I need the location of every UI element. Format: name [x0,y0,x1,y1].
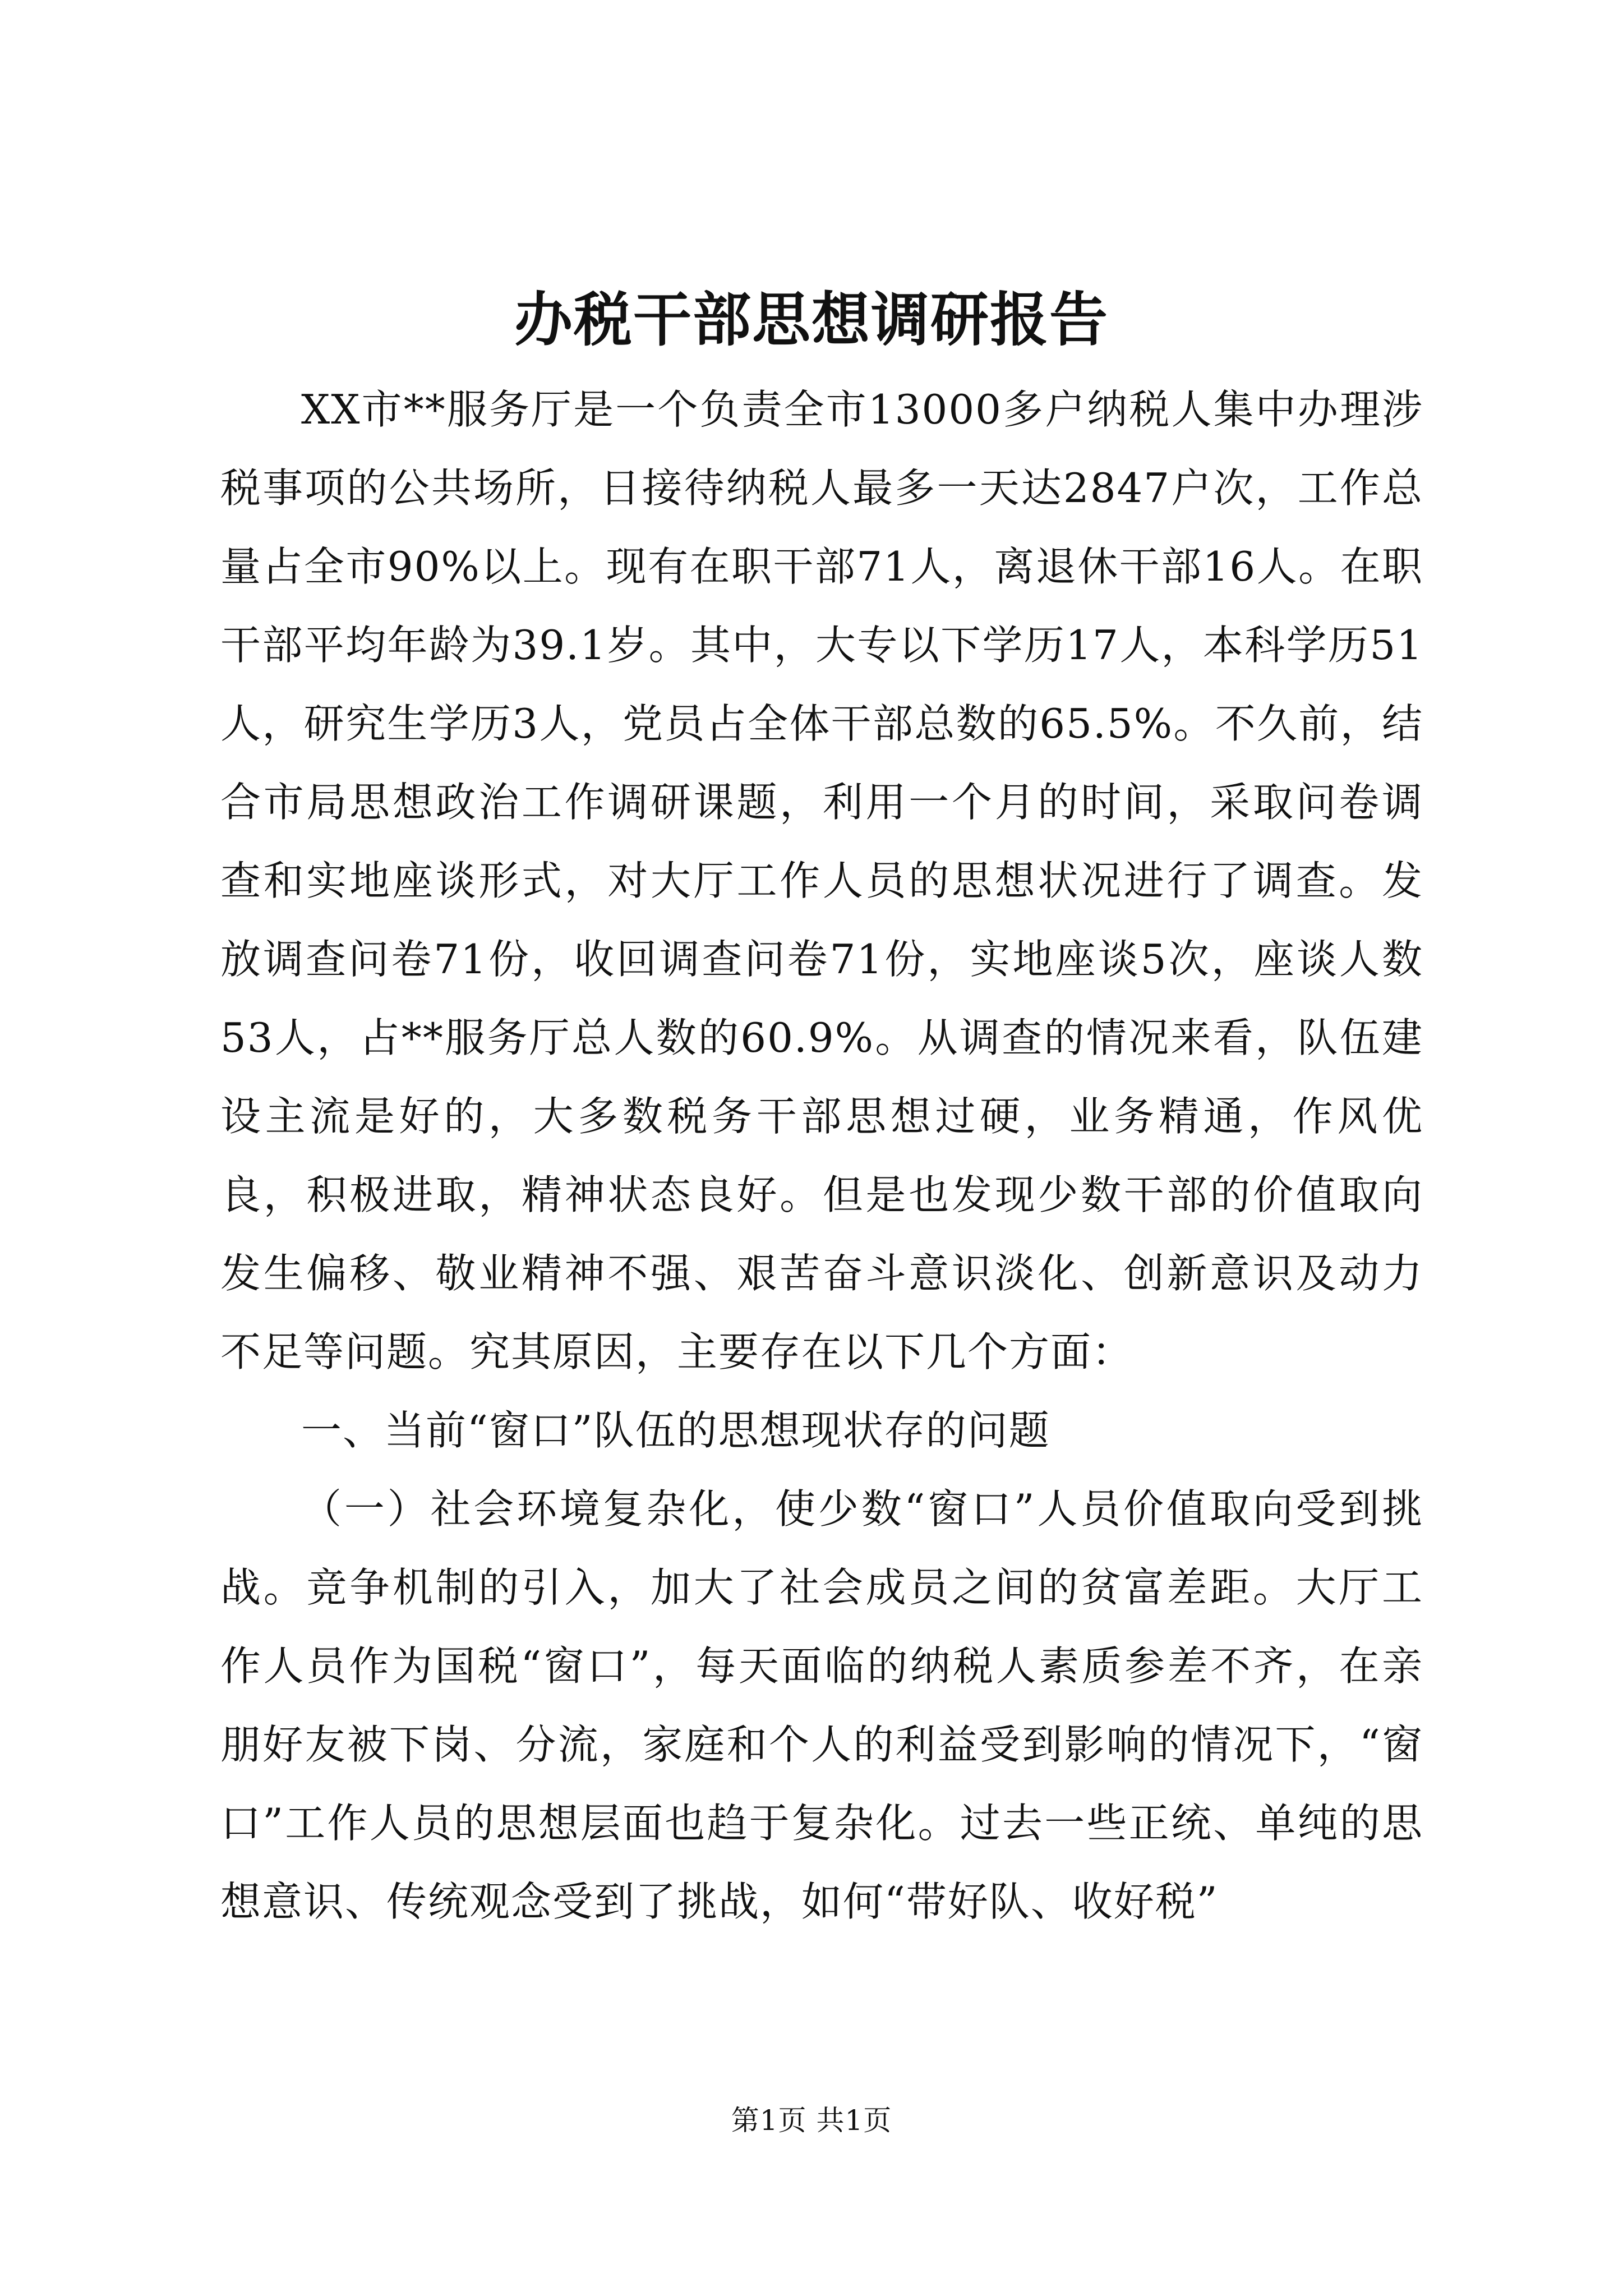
document-title: 办税干部思想调研报告 [514,285,1109,354]
document-body [220,370,1423,1941]
subsection-paragraph: （一）社会环境复杂化，使少数“窗口”人员价值取向受到挑战。竞争机制的引入，加大了社会成员之间的贫富差距。大厅工作人员作为国税“窗口”，每天面临的纳税人素质参差不齐，在亲朋好友被下岗、分流，家庭和个人的利益受到影响的情况下，“窗口”工作人员的思想层面也趋于复杂化。过去一些正统、单纯的思想意识、传统观念受到了挑战，如何“带好队、收好税” [220,1485,1423,1925]
intro-paragraph: XX市**服务厅是一个负责全市13000多户纳税人集中办理涉税事项的公共场所，日接待纳税人最多一天达2847户次，工作总量占全市90%以上。现有在职干部71人，离退休干部16人。在职干部平均年龄为39.1岁。其中，大专以下学历17人，本科学历51人，研究生学历3人，党员占全体干部总数的65.5%。不久前，结合市局思想政治工作调研课题，利用一个月的时间，采取问卷调查和实地座谈形式，对大厅工作人员的思想状况进行了调查。发放调查问卷71份，收回调查问卷71份，实地座谈5次，座谈人数53人，占**服务厅总人数的60.9%。从调查的情况来看，队伍建设主流是好的，大多数税务干部思想过硬，业务精通，作风优良，积极进取，精神状态良好。但是也发现少数干部的价值取向发生偏移、敬业精神不强、艰苦奋斗意识淡化、创新意识及动力不足等问题。究其原因，主要存在以下几个方面： [220,386,1423,1375]
page-footer: 第1页 共1页 [731,2104,892,2137]
section-heading: 一、当前“窗口”队伍的思想现状存的问题 [301,1407,1050,1454]
